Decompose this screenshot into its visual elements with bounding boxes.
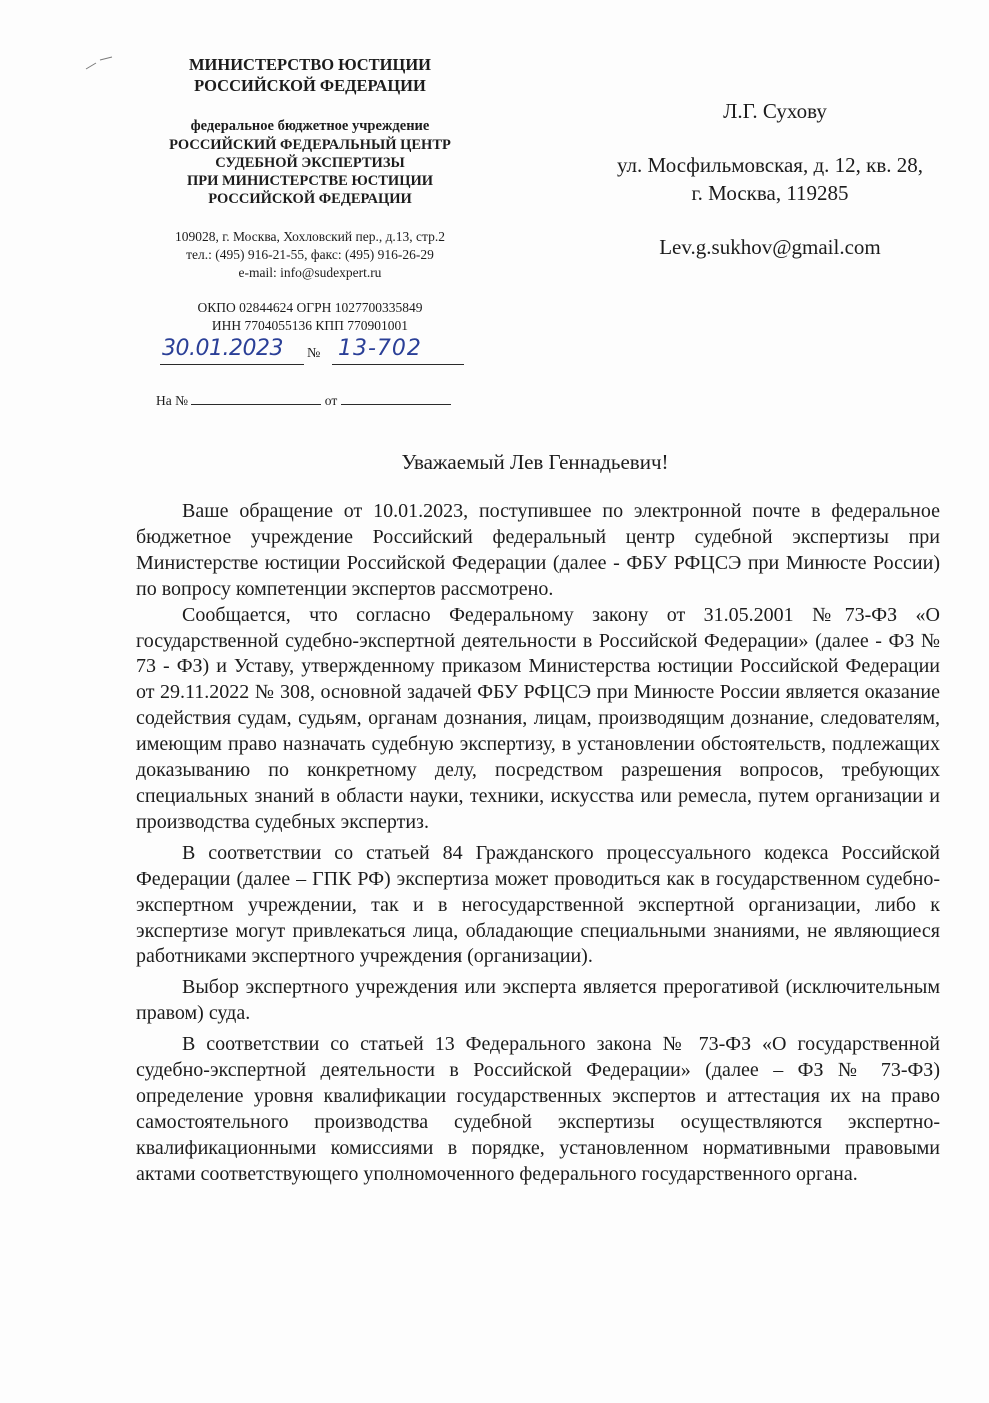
recipient-name: Л.Г. Сухову <box>723 99 827 123</box>
letterhead <box>140 54 480 335</box>
institution-name: РОССИЙСКИЙ ФЕДЕРАЛЬНЫЙ ЦЕНТР СУДЕБНОЙ ЭКСПЕРТИЗЫ ПРИ МИНИСТЕРСТВЕ ЮСТИЦИИ РОССИЙСКОЙ ФЕДЕРАЦИИ <box>169 137 451 207</box>
paragraph: Ваше обращение от 10.01.2023, поступившее по электронной почте в федеральное бюджетное учреждение Российский федеральный центр судебной экспертизы при Министерстве юстиции Российской Федерации (далее - ФБУ РФЦСЭ при Минюсте России) по вопросу компетенции экспертов рассмотрено. <box>136 500 940 600</box>
recipient-email: Lev.g.sukhov@gmail.com <box>659 235 881 259</box>
institution-contacts <box>140 228 480 282</box>
paragraph: В соответствии со статьей 84 Гражданского процессуального кодекса Российской Федерации (далее – ГПК РФ) экспертиза может проводиться как в государственном судебно-экспертном учреждении, так и в негосударственной экспертной организации, либо к экспертизе могут привлекаться лица, обладающие специальными знаниями, не являющиеся работниками экспертного учреждения (организации). <box>136 841 940 968</box>
greeting: Уважаемый Лев Геннадьевич! <box>401 450 669 474</box>
letter-body <box>136 499 940 1188</box>
registration-date: 30.01.2023 <box>160 336 304 365</box>
ref-number-blank <box>191 392 321 405</box>
ministry-name: МИНИСТЕРСТВО ЮСТИЦИИ РОССИЙСКОЙ ФЕДЕРАЦИИ <box>188 55 431 95</box>
pen-mark-decoration <box>84 55 114 71</box>
paragraph: Сообщается, что согласно Федеральному закону от 31.05.2001 №73-ФЗ «О государственной судебно-экспертной деятельности в Российской Федерации» (далее - ФЗ № 73 - ФЗ) и Уставу, утвержденному приказом Министерства юстиции Российской Федерации от 29.11.2022 № 308, основной задачей ФБУ РФЦСЭ при Минюсте России является оказание содействия судам, судьям, органам дознания, лицам, производящим дознание, следователям, имеющим право назначать судебную экспертизу, в установлении обстоятельств, подлежащих доказыванию по конкретному делу, посредством разрешения вопросов, требующих специальных знаний в области науки, техники, искусства или ремесла, путем организации и производства судебных экспертиз. <box>136 603 940 833</box>
registration-number: 13-702 <box>332 336 464 365</box>
institution-type: федеральное бюджетное учреждение <box>190 118 430 134</box>
recipient-block <box>575 97 965 261</box>
paragraph: В соответствии со статьей 13 Федерального закона № 73-ФЗ «О государственной судебно-экспертной деятельности в Российской Федерации» (далее – ФЗ № 73-ФЗ) определение уровня квалификации государственных экспертов и аттестация их на право самостоятельного производства судебной экспертизы осуществляются экспертно-квалификационными комиссиями в порядке, установленном нормативными правовыми актами соответствующего уполномоченного федерального государственного органа. <box>136 1033 940 1185</box>
ref-date-blank <box>341 392 451 405</box>
ref-label: На № <box>156 393 188 408</box>
institution-email: e-mail: info@sudexpert.ru <box>238 265 382 280</box>
recipient-address: ул. Мосфильмовская, д. 12, кв. 28, г. Москва, 119285 <box>616 153 924 205</box>
number-sign: № <box>307 346 321 361</box>
registration-line <box>160 336 460 372</box>
ref-from-label: от <box>324 393 338 408</box>
institution-address: 109028, г. Москва, Хохловский пер., д.13, стр.2 <box>175 229 445 244</box>
reference-line <box>156 392 451 409</box>
paragraph: Выбор экспертного учреждения или эксперта является прерогативой (исключительным правом) суда. <box>136 976 940 1025</box>
institution-phones: тел.: (495) 916-21-55, факс: (495) 916-26-29 <box>186 247 434 262</box>
institution-codes: ОКПО 02844624 ОГРН 1027700335849 ИНН 7704055136 КПП 770901001 <box>197 300 423 333</box>
